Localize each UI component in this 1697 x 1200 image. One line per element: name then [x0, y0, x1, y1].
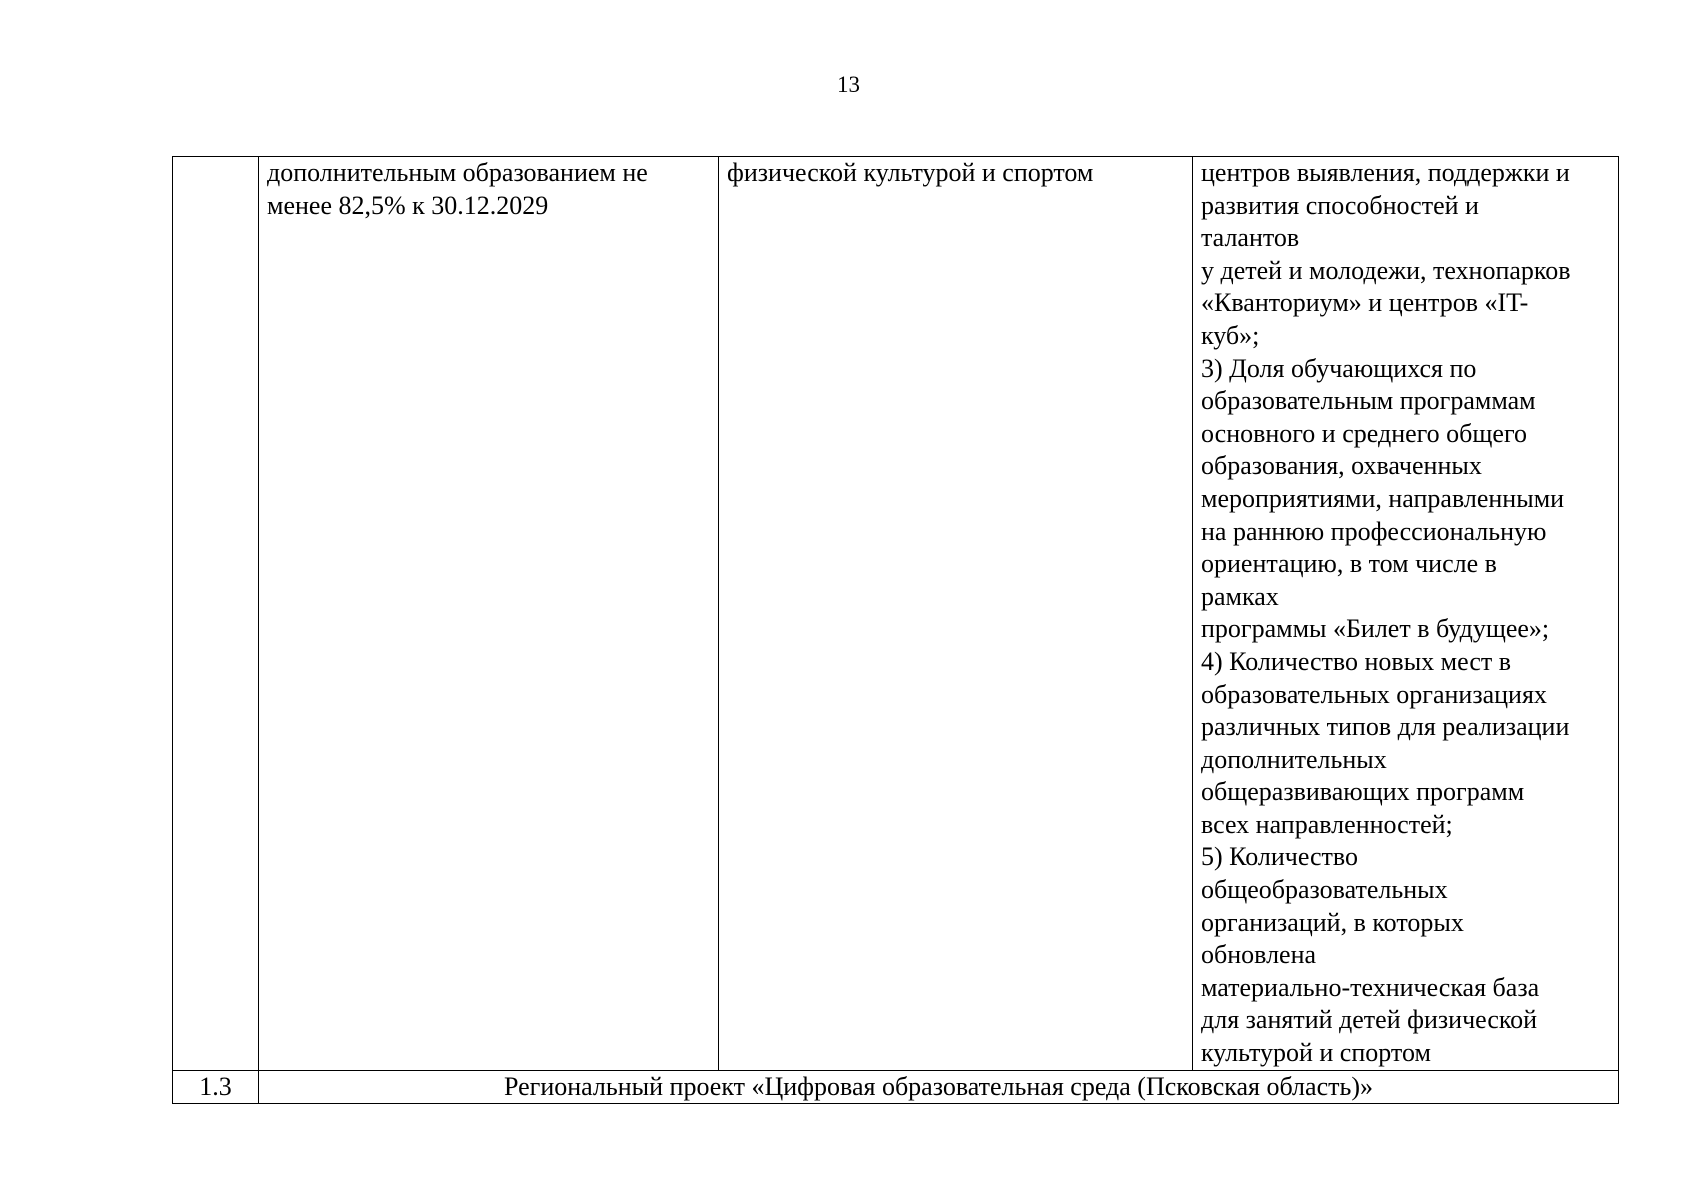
page-number: 13	[837, 72, 860, 97]
project-title: Региональный проект «Цифровая образовательная среда (Псковская область)»	[504, 1071, 1373, 1101]
row-number-cell	[173, 1070, 259, 1104]
table-cell-task	[719, 157, 1193, 1071]
table-row	[173, 157, 1619, 1071]
table-cell-goal	[259, 157, 719, 1071]
project-title-cell	[259, 1070, 1619, 1104]
row-number: 1.3	[199, 1071, 232, 1101]
table-cell-indicators	[1193, 157, 1619, 1071]
row-number-cell	[173, 157, 259, 1071]
table-row	[173, 1070, 1619, 1104]
goal-text: дополнительным образованием не менее 82,5% к 30.12.2029	[267, 158, 648, 220]
indicators-text: центров выявления, поддержки и развития способностей и талантов у детей и молодежи, технопарков «Кванториум» и центров «IT- куб»; 3) Доля обучающихся по образовательным программам основного и среднего общего образования, охваченных мероприятиями, направленными на раннюю профессиональную ориентацию, в том числе в рамках программы «Билет в будущее»; 4) Количество новых мест в образовательных организациях различных типов для реализации дополнительных общеразвивающих программ всех направленностей; 5) Количество общеобразовательных организаций, в которых обновлена материально-техническая база для занятий детей физической культурой и спортом	[1201, 158, 1571, 1068]
plan-table	[172, 156, 1619, 1104]
task-text: физической культурой и спортом	[727, 158, 1094, 187]
